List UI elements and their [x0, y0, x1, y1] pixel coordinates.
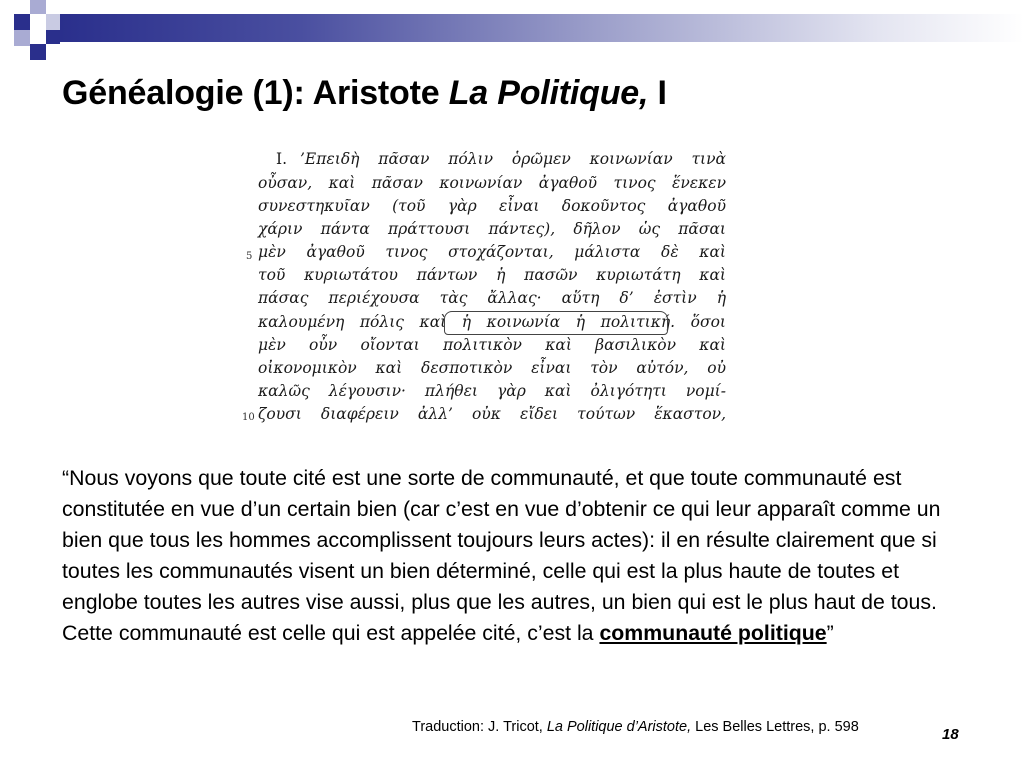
- deco-square-1: [14, 14, 30, 30]
- greek-line: μὲν ἀγαθοῦ τινος στοχάζονται, μάλιστα δὲ καὶ: [258, 243, 726, 261]
- greek-line: χάριν πάντα πράττουσι πάντες), δῆλον ὡς πᾶσαι: [258, 220, 726, 238]
- greek-section-number: I.: [276, 150, 288, 168]
- translation-credit: Traduction: J. Tricot, La Politique d’Aristote, Les Belles Lettres, p. 598: [412, 719, 859, 735]
- deco-square-2: [30, 0, 46, 14]
- greek-line: καλουμένη πόλις καὶ ἡ κοινωνία ἡ πολιτική. ὅσοι: [258, 313, 726, 331]
- deco-square-5: [30, 44, 46, 60]
- title-italic: La Politique,: [448, 74, 649, 112]
- greek-line: ζουσι διαφέρειν ἀλλ’ οὐκ εἴδει τούτων ἕκαστον,: [258, 405, 726, 423]
- greek-line: καλῶς λέγουσιν· πλήθει γὰρ καὶ ὀλιγότητι νομί-: [258, 382, 726, 400]
- greek-line: μὲν οὖν οἴονται πολιτικὸν καὶ βασιλικὸν καὶ: [258, 336, 726, 354]
- page-number: 18: [942, 726, 959, 743]
- greek-line: συνεστηκυῖαν (τοῦ γὰρ εἶναι δοκοῦντος ἀγαθοῦ: [258, 197, 726, 215]
- translation-quote: “Nous voyons que toute cité est une sorte de communauté, et que toute communauté est constitutée en vue d’un certain bien (car c’est en vue d’obtenir ce qui leur apparaît comme un bien que tous les hommes accomplissent toujours leurs actes): il en résulte clairement que si toutes les communautés visent un bien déterminé, celle qui est la plus haute de toutes et englobe toutes les autres vise aussi, plus que les autres, un bien qui est le plus haut de tous. Cette communauté est celle qui est appelée cité, c’est la communauté politique”: [62, 466, 941, 645]
- deco-square-4: [14, 30, 30, 46]
- greek-line: ’Επειδὴ πᾶσαν πόλιν ὁρῶμεν κοινωνίαν τινὰ: [300, 150, 726, 168]
- greek-line: οὖσαν, καὶ πᾶσαν κοινωνίαν ἀγαθοῦ τινος ἕνεκεν: [258, 174, 726, 192]
- greek-line: πάσας περιέχουσα τὰς ἄλλας· αὕτη δ’ ἐστὶν ἡ: [258, 289, 726, 307]
- greek-line: τοῦ κυριωτάτου πάντων ἡ πασῶν κυριωτάτη καὶ: [258, 266, 726, 284]
- line-number-5: 5: [246, 251, 253, 262]
- header-band: [60, 14, 1024, 42]
- slide-title: Généalogie (1): Aristote La Politique, I: [62, 74, 667, 112]
- greek-line: οἰκονομικὸν καὶ δεσποτικὸν εἶναι τὸν αὐτόν, οὐ: [258, 359, 726, 377]
- quote-emphasis: communauté politique: [599, 621, 827, 645]
- highlight-box: [444, 311, 668, 335]
- line-number-10: 10: [242, 412, 255, 423]
- greek-text-image: [238, 144, 738, 434]
- deco-square-6: [46, 30, 60, 44]
- deco-square-3: [46, 14, 60, 30]
